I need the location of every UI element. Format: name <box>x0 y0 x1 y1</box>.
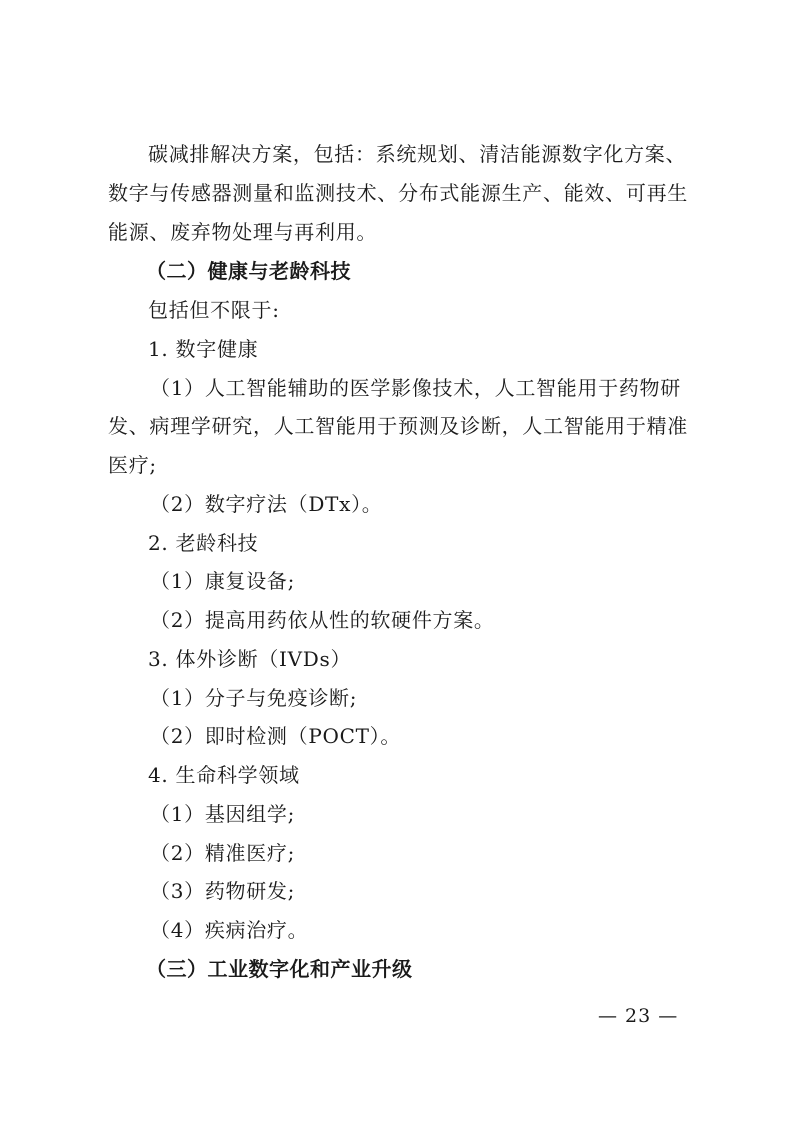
list-item: （4）疾病治疗。 <box>150 918 309 942</box>
paragraph-line: 能源、废弃物处理与再利用。 <box>108 220 378 244</box>
list-item: （1）基因组学; <box>150 802 296 826</box>
list-item: （1）康复设备; <box>150 569 296 593</box>
list-item: （1）分子与免疫诊断; <box>150 686 358 710</box>
paragraph-line: 碳减排解决方案，包括：系统规划、清洁能源数字化方案、 <box>148 142 687 166</box>
subsection-title-ivd: 3. 体外诊断（IVDs） <box>148 647 352 671</box>
list-item-line: 医疗; <box>108 453 157 477</box>
list-item-line: （1）人工智能辅助的医学影像技术，人工智能用于药物研 <box>150 376 681 400</box>
paragraph-line: 数字与传感器测量和监测技术、分布式能源生产、能效、可再生 <box>108 181 688 205</box>
section-heading-industrial: （三）工业数字化和产业升级 <box>146 957 413 981</box>
list-item: （3）药物研发; <box>150 879 296 903</box>
list-item-line: 发、病理学研究，人工智能用于预测及诊断，人工智能用于精准 <box>108 414 688 438</box>
subsection-title-aging-tech: 2. 老龄科技 <box>148 531 259 555</box>
list-item: （2）数字疗法（DTx）。 <box>150 492 383 516</box>
subsection-title-digital-health: 1. 数字健康 <box>148 337 259 361</box>
list-item: （2）提高用药依从性的软硬件方案。 <box>150 608 495 632</box>
list-item: （2）即时检测（POCT）。 <box>150 724 402 748</box>
section-heading-health: （二）健康与老龄科技 <box>146 259 351 283</box>
page-number: — 23 — <box>598 1005 679 1027</box>
list-item: （2）精准医疗; <box>150 841 296 865</box>
intro-text: 包括但不限于: <box>148 298 280 322</box>
subsection-title-life-sciences: 4. 生命科学领域 <box>148 763 300 787</box>
